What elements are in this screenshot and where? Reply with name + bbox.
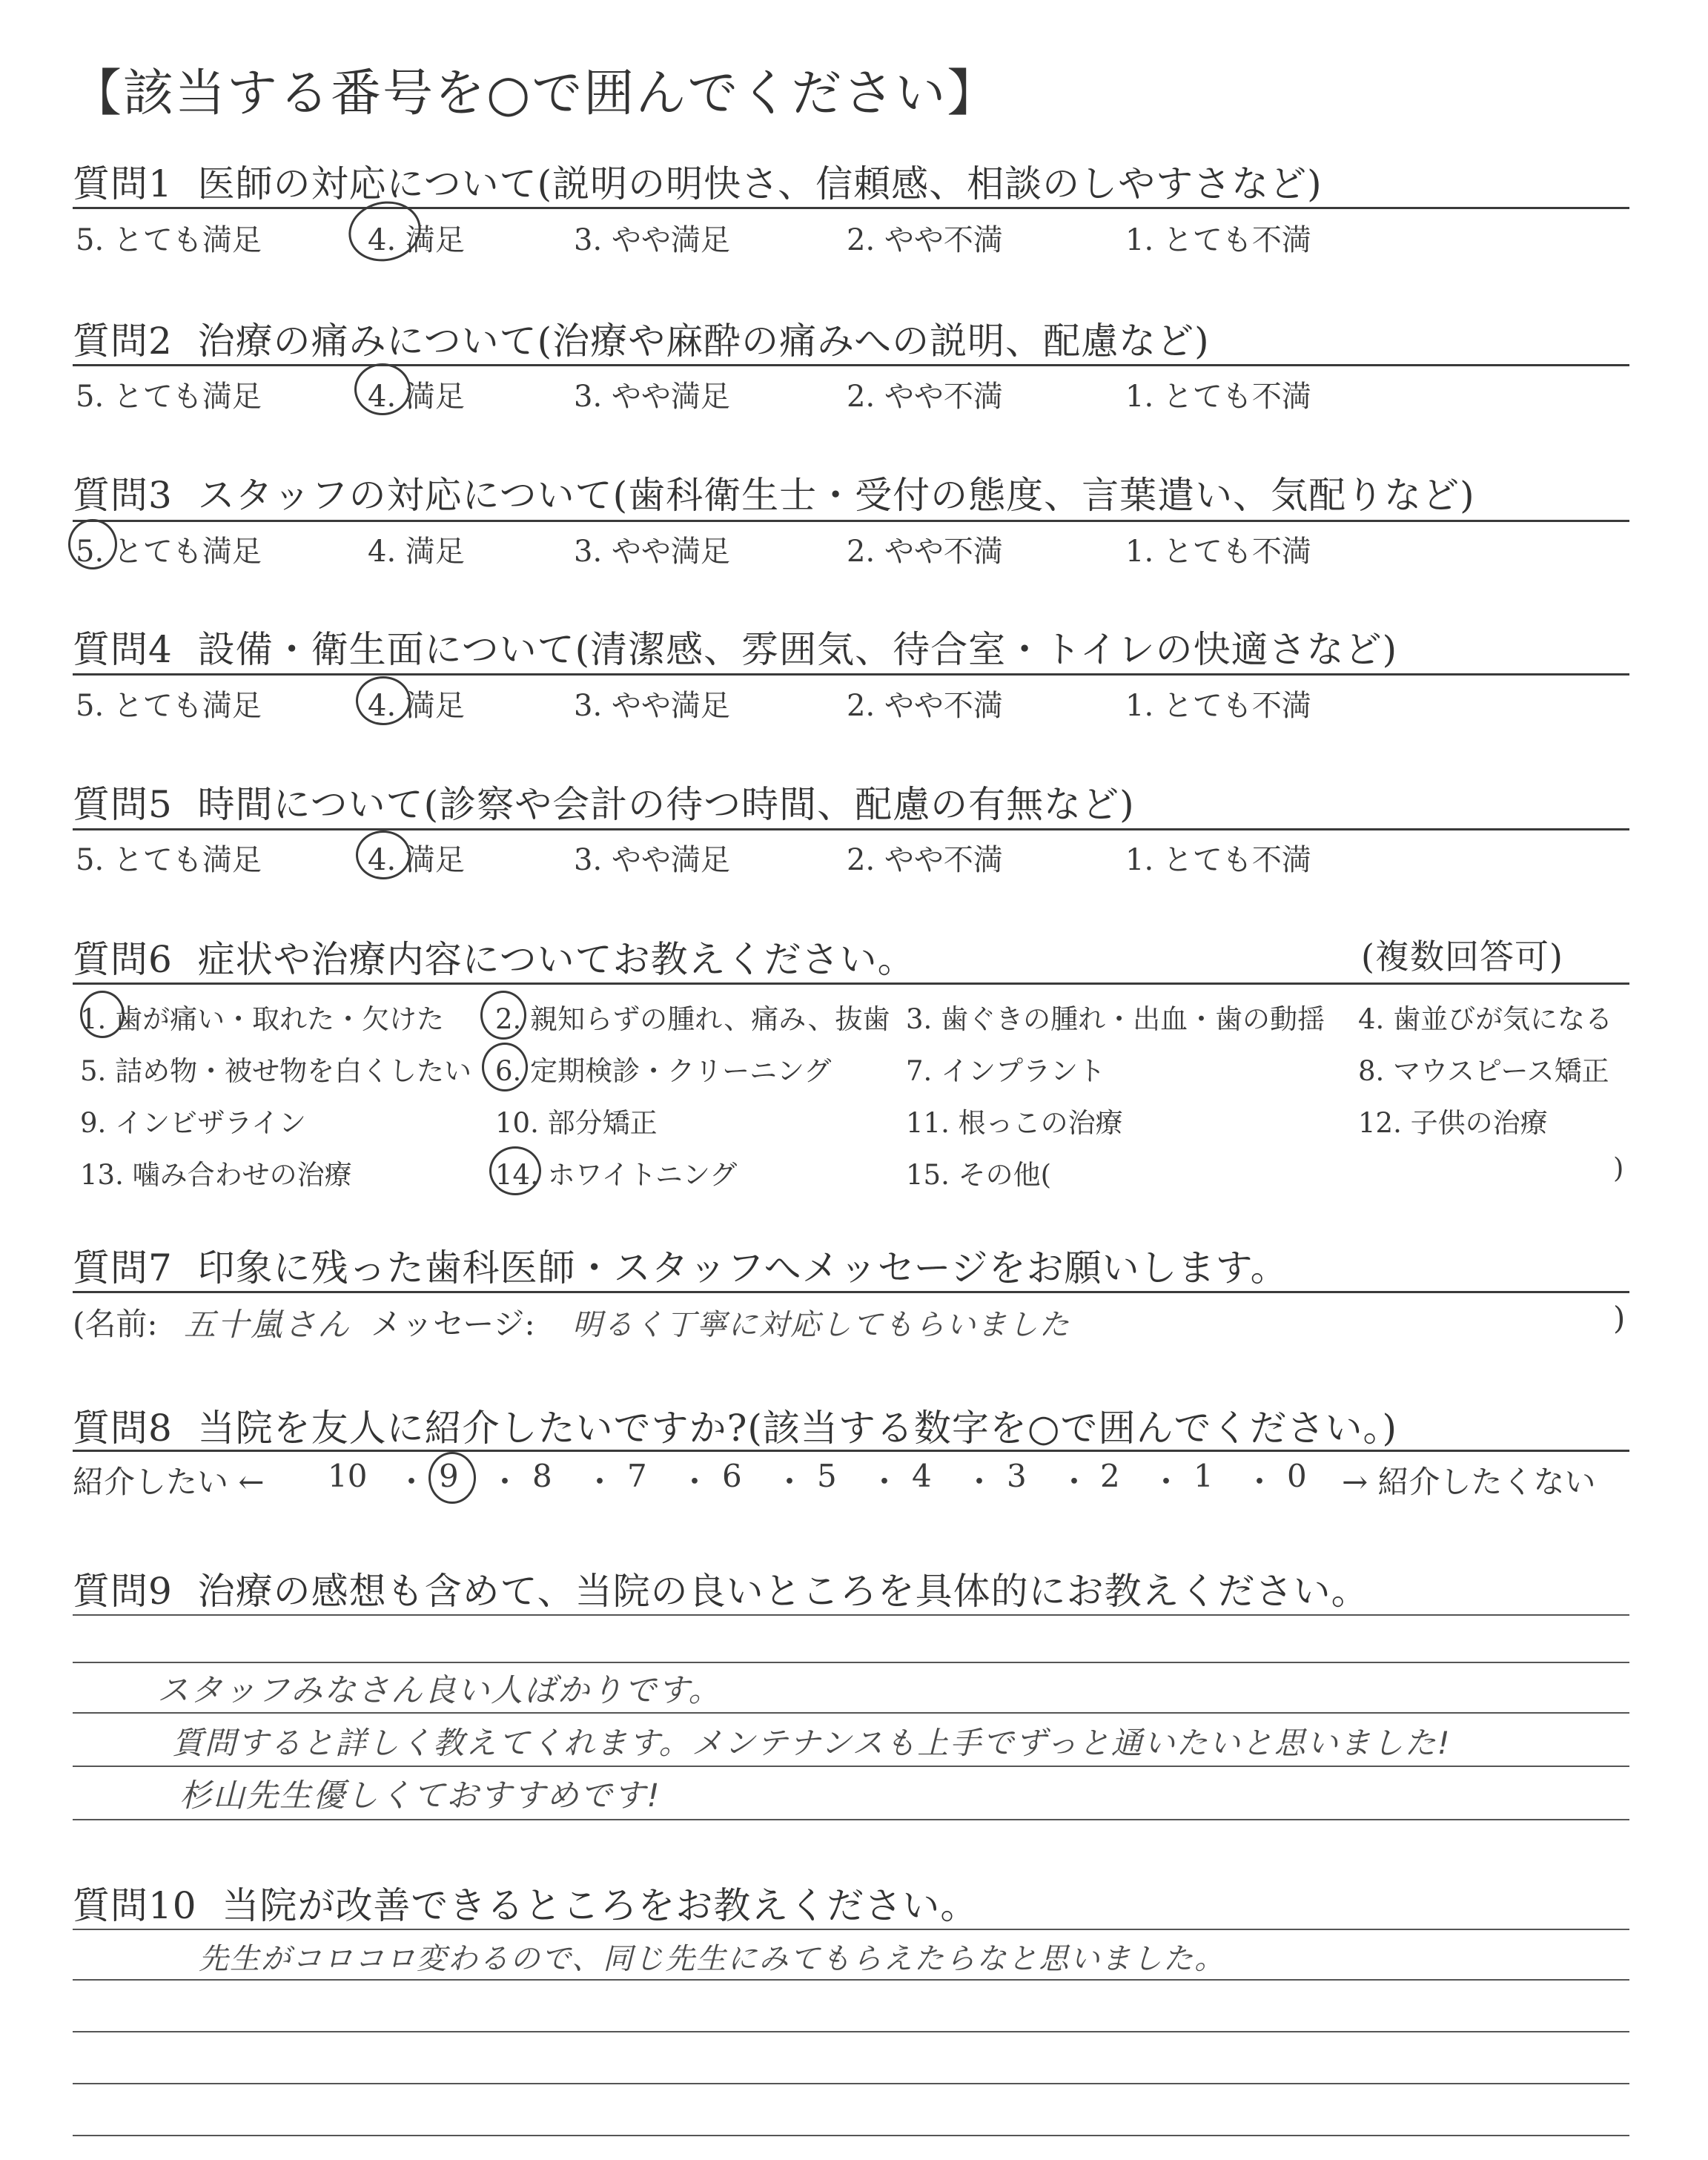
q8-scale-dot: ・: [1151, 1464, 1182, 1500]
q9-answer-line-3: 杉山先生優しくておすすめです!: [179, 1777, 661, 1814]
q2-opt-4[interactable]: 4. 満足: [368, 380, 465, 414]
q8-rule: [73, 1450, 1629, 1452]
q8-scale-9[interactable]: 9: [439, 1458, 459, 1494]
q3-selection-circle: [68, 519, 117, 569]
q9-answer-line-1: スタッフみなさん良い人ばかりです。: [157, 1672, 722, 1709]
q4-rule: [73, 673, 1629, 676]
q6-item-12[interactable]: 12. 子供の治療: [1358, 1107, 1548, 1139]
q6-note: (複数回答可): [1361, 937, 1563, 977]
q5-selection-circle: [356, 830, 411, 879]
q5-opt-1[interactable]: 1. とても不満: [1125, 843, 1311, 877]
q3-opt-5[interactable]: 5. とても満足: [76, 535, 262, 569]
q8-scale-3[interactable]: 3: [1007, 1458, 1027, 1494]
q1-rule: [73, 207, 1629, 209]
q1-opt-5[interactable]: 5. とても満足: [76, 223, 262, 257]
q3-opt-3[interactable]: 3. やや満足: [574, 535, 730, 569]
q8-scale-dot: ・: [489, 1464, 521, 1500]
q10-answer-line-1: 先生がコロコロ変わるので、同じ先生にみてもらえたらなと思いました。: [199, 1942, 1226, 1976]
q6-selection-circle-2: [480, 991, 526, 1040]
q1-label: 質問1: [73, 162, 173, 205]
q5-opt-3[interactable]: 3. やや満足: [574, 843, 730, 877]
q8-scale-4[interactable]: 4: [912, 1458, 932, 1494]
q6-item-4[interactable]: 4. 歯並びが気になる: [1358, 1003, 1613, 1035]
q7-text: 印象に残った歯科医師・スタッフへメッセージをお願いします。: [197, 1246, 1288, 1289]
q8-scale-dot: ・: [396, 1464, 428, 1500]
q2-opt-2[interactable]: 2. やや不満: [847, 380, 1003, 414]
q8-scale-dot: ・: [679, 1464, 711, 1500]
q8-right-label: → 紹介したくない: [1342, 1464, 1596, 1500]
q8-heading: [73, 1398, 1397, 1452]
q7-name-label: (名前:: [73, 1306, 158, 1342]
q2-rule: [73, 364, 1629, 366]
q10-line: [73, 2083, 1629, 2084]
q3-text: スタッフの対応について(歯科衛生士・受付の態度、言葉遣い、気配りなど): [197, 474, 1475, 517]
q6-selection-circle-14: [489, 1146, 541, 1195]
q8-scale-dot: ・: [1059, 1464, 1090, 1500]
q6-item-10[interactable]: 10. 部分矯正: [495, 1107, 658, 1139]
q7-name-value: 五十嵐さん: [184, 1307, 351, 1344]
q8-scale-1[interactable]: 1: [1194, 1458, 1214, 1494]
q7-label: 質問7: [73, 1246, 173, 1289]
q8-scale-5[interactable]: 5: [817, 1458, 837, 1494]
q6-item-14[interactable]: 14. ホワイトニング: [495, 1159, 738, 1191]
q2-opt-1[interactable]: 1. とても不満: [1125, 380, 1311, 414]
q6-heading: [73, 930, 916, 983]
q6-selection-circle-6: [482, 1043, 528, 1091]
q7-close-paren: ): [1613, 1300, 1626, 1336]
q10-line: [73, 2135, 1629, 2136]
q8-left-label: 紹介したい ←: [73, 1464, 265, 1500]
q4-opt-1[interactable]: 1. とても不満: [1125, 689, 1311, 723]
q1-opt-1[interactable]: 1. とても不満: [1125, 223, 1311, 257]
q5-text: 時間について(診察や会計の待つ時間、配慮の有無など): [197, 783, 1135, 826]
q6-item-15[interactable]: 15. その他(: [906, 1159, 1052, 1191]
q8-scale-dot: ・: [964, 1464, 996, 1500]
q6-selection-circle-1: [80, 991, 125, 1038]
q4-heading: [73, 620, 1397, 673]
q5-label: 質問5: [73, 783, 173, 826]
q8-scale-dot: ・: [774, 1464, 806, 1500]
q9-label: 質問9: [73, 1570, 173, 1613]
q3-rule: [73, 520, 1629, 522]
q4-opt-2[interactable]: 2. やや不満: [847, 689, 1003, 723]
q2-opt-3[interactable]: 3. やや満足: [574, 380, 730, 414]
q8-label: 質問8: [73, 1407, 173, 1450]
q4-opt-3[interactable]: 3. やや満足: [574, 689, 730, 723]
q8-selection-circle: [428, 1452, 476, 1504]
q3-heading: [73, 466, 1475, 519]
q9-line: [73, 1712, 1629, 1714]
q6-item-9[interactable]: 9. インビザライン: [80, 1107, 306, 1139]
q6-item-11[interactable]: 11. 根っこの治療: [906, 1107, 1123, 1139]
q8-scale-10[interactable]: 10: [328, 1458, 368, 1494]
q6-item-5[interactable]: 5. 詰め物・被せ物を白くしたい: [80, 1055, 472, 1087]
q10-text: 当院が改善できるところをお教えください。: [222, 1884, 979, 1927]
q8-scale-0[interactable]: 0: [1287, 1458, 1307, 1494]
page-title: 【該当する番号を○で囲んでください】: [71, 65, 999, 123]
q9-line: [73, 1614, 1629, 1616]
q10-heading: [73, 1876, 978, 1929]
q6-item-13[interactable]: 13. 噛み合わせの治療: [80, 1159, 352, 1191]
q9-line: [73, 1819, 1629, 1820]
q6-rule: [73, 982, 1629, 985]
q6-text: 症状や治療内容についてお教えください。: [197, 938, 916, 981]
q9-heading: [73, 1562, 1369, 1615]
q8-scale-dot: ・: [584, 1464, 616, 1500]
q3-opt-4[interactable]: 4. 満足: [368, 535, 465, 569]
q8-scale-2[interactable]: 2: [1100, 1458, 1120, 1494]
q8-text: 当院を友人に紹介したいですか?(該当する数字を○で囲んでください。): [197, 1407, 1398, 1450]
q3-opt-2[interactable]: 2. やや不満: [847, 535, 1003, 569]
q9-text: 治療の感想も含めて、当院の良いところを具体的にお教えください。: [197, 1570, 1369, 1613]
q4-opt-4[interactable]: 4. 満足: [368, 689, 465, 723]
q2-label: 質問2: [73, 320, 173, 363]
q3-opt-1[interactable]: 1. とても不満: [1125, 535, 1311, 569]
q5-opt-2[interactable]: 2. やや不満: [847, 843, 1003, 877]
q1-opt-2[interactable]: 2. やや不満: [847, 223, 1003, 257]
q1-text: 医師の対応について(説明の明快さ、信頼感、相談のしやすさなど): [197, 162, 1323, 205]
q7-rule: [73, 1291, 1629, 1293]
q10-line: [73, 1979, 1629, 1981]
q9-answer-line-2: 質問すると詳しく教えてくれます。メンテナンスも上手でずっと通いたいと思いました!: [172, 1725, 1452, 1761]
q6-item-1[interactable]: 1. 歯が痛い・取れた・欠けた: [80, 1003, 445, 1035]
q6-label: 質問6: [73, 938, 173, 981]
q4-label: 質問4: [73, 628, 173, 671]
q5-heading: [73, 775, 1135, 828]
q6-item-8[interactable]: 8. マウスピース矯正: [1358, 1055, 1609, 1087]
q8-scale-7[interactable]: 7: [627, 1458, 647, 1494]
q7-message-label: メッセージ:: [371, 1306, 535, 1342]
q7-message-value: 明るく丁寧に対応してもらいました: [572, 1308, 1070, 1342]
q2-text: 治療の痛みについて(治療や麻酔の痛みへの説明、配慮など): [197, 320, 1210, 363]
q7-heading: [73, 1238, 1288, 1292]
q4-opt-5[interactable]: 5. とても満足: [76, 689, 262, 723]
q10-line: [73, 1929, 1629, 1930]
q6-item-3[interactable]: 3. 歯ぐきの腫れ・出血・歯の動揺: [906, 1003, 1325, 1035]
q2-selection-circle: [354, 363, 411, 415]
q5-opt-4[interactable]: 4. 満足: [368, 843, 465, 877]
q9-line: [73, 1766, 1629, 1767]
q8-scale-6[interactable]: 6: [722, 1458, 742, 1494]
q2-opt-5[interactable]: 5. とても満足: [76, 380, 262, 414]
q3-label: 質問3: [73, 474, 173, 517]
q10-label: 質問10: [73, 1884, 197, 1927]
q9-line: [73, 1662, 1629, 1663]
q6-item-15-close: ): [1613, 1152, 1624, 1184]
q1-heading: [73, 154, 1323, 208]
q4-text: 設備・衛生面について(清潔感、雰囲気、待合室・トイレの快適さなど): [197, 628, 1398, 671]
q8-scale-8[interactable]: 8: [532, 1458, 552, 1494]
q2-heading: [73, 311, 1210, 365]
q6-item-2[interactable]: 2. 親知らずの腫れ、痛み、抜歯: [495, 1003, 890, 1035]
q8-scale-dot: ・: [869, 1464, 901, 1500]
q1-opt-4[interactable]: 4. 満足: [368, 223, 465, 257]
q4-selection-circle: [356, 676, 411, 725]
q6-item-7[interactable]: 7. インプラント: [906, 1055, 1106, 1087]
q6-item-6[interactable]: 6. 定期検診・クリーニング: [495, 1055, 832, 1087]
q8-scale-dot: ・: [1244, 1464, 1276, 1500]
q1-opt-3[interactable]: 3. やや満足: [574, 223, 730, 257]
q10-line: [73, 2031, 1629, 2032]
q5-rule: [73, 828, 1629, 830]
q5-opt-5[interactable]: 5. とても満足: [76, 843, 262, 877]
